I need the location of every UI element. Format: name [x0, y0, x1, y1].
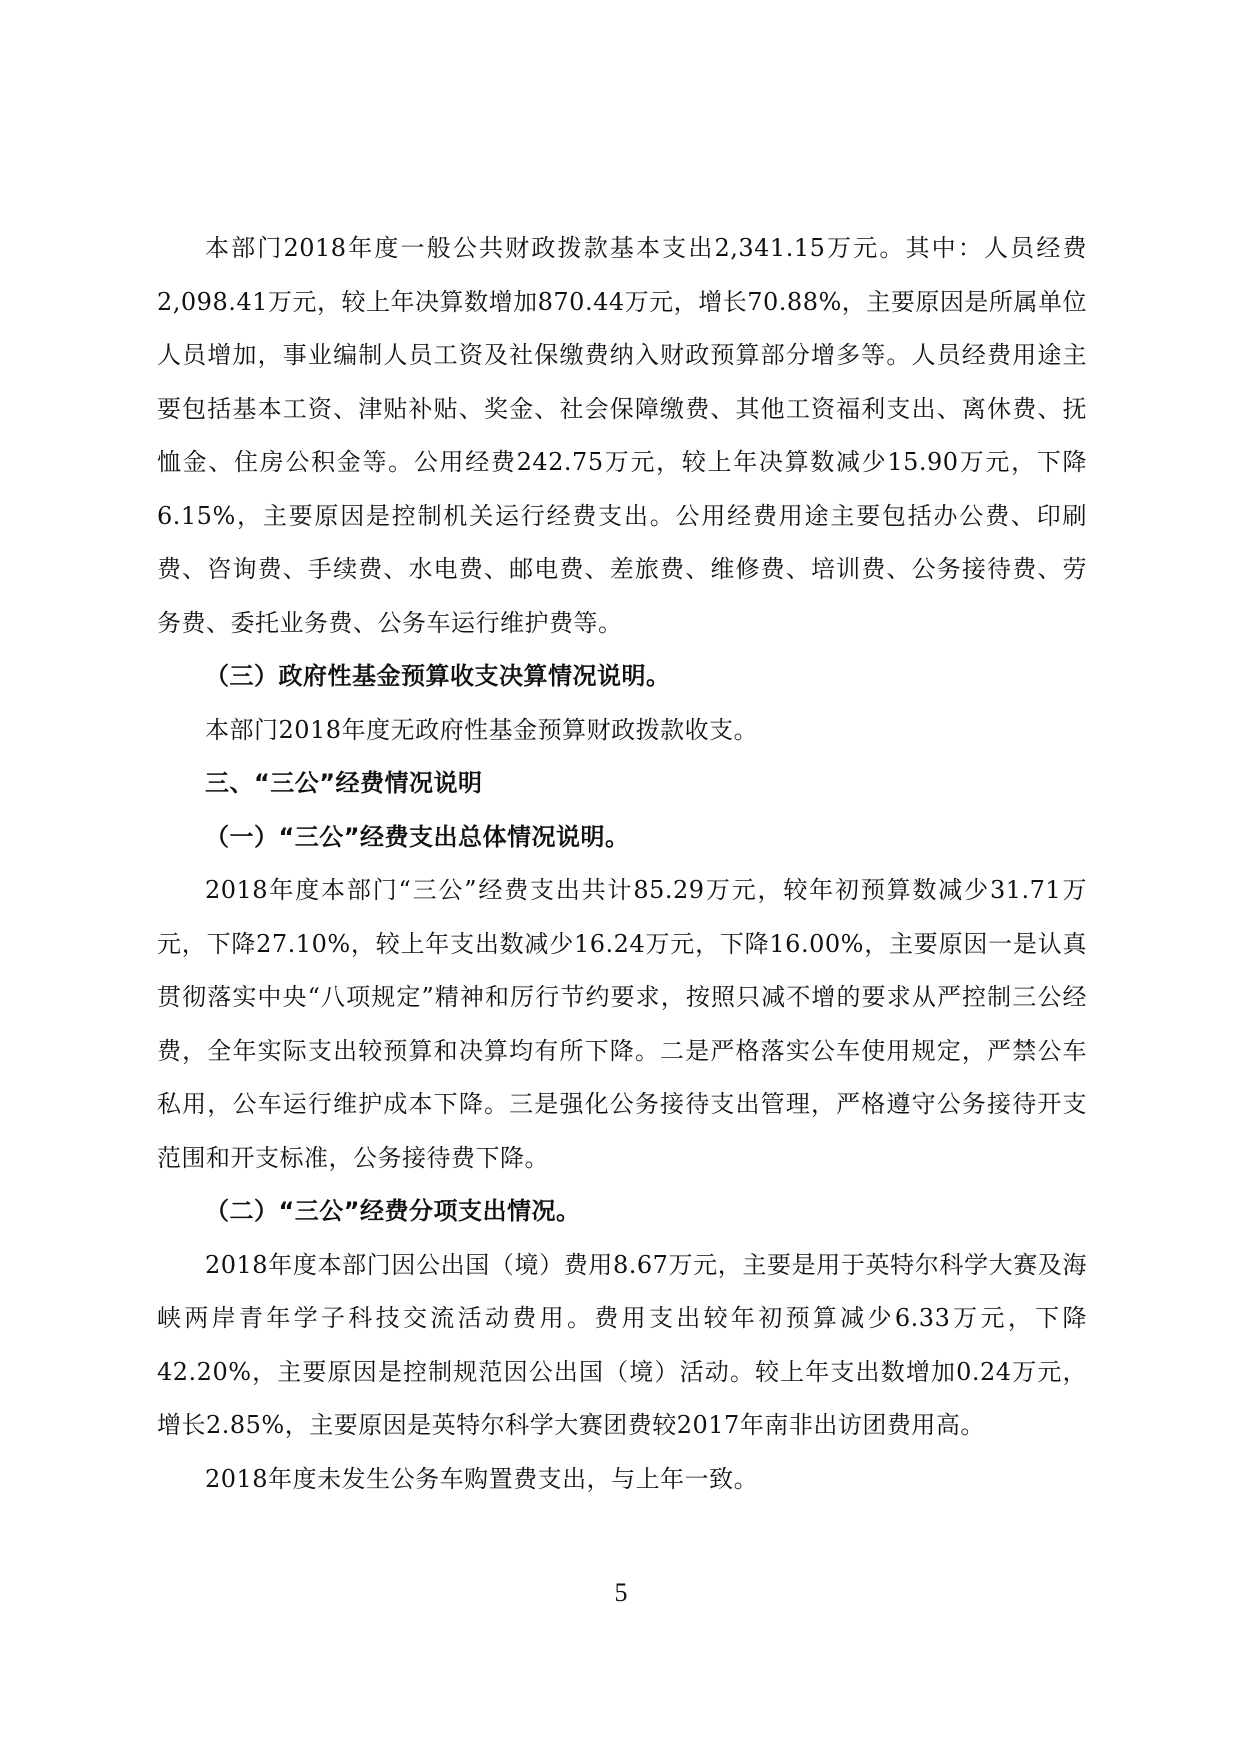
paragraph-basic-expenditure: 本部门2018年度一般公共财政拨款基本支出2,341.15万元。其中：人员经费2,098.41万元，较上年决算数增加870.44万元，增长70.88%，主要原因是所属单位人员增加，事业编制人员工资及社保缴费纳入财政预算部分增多等。人员经费用途主要包括基本工资、津贴补贴、奖金、社会保障缴费、其他工资福利支出、离休费、抚恤金、住房公积金等。公用经费242.75万元，较上年决算数减少15.90万元，下降6.15%，主要原因是控制机关运行经费支出。公用经费用途主要包括办公费、印刷费、咨询费、手续费、水电费、邮电费、差旅费、维修费、培训费、公务接待费、劳务费、委托业务费、公务车运行维护费等。 [157, 234, 1087, 637]
paragraph-overseas-travel: 2018年度本部门因公出国（境）费用8.67万元，主要是用于英特尔科学大赛及海峡两岸青年学子科技交流活动费用。费用支出较年初预算减少6.33万元，下降42.20%，主要原因是控制规范因公出国（境）活动。较上年支出数增加0.24万元，增长2.85%，主要原因是英特尔科学大赛团费较2017年南非出访团费用高。 [157, 1250, 1087, 1439]
paragraph-government-fund: 本部门2018年度无政府性基金预算财政拨款收支。 [205, 715, 759, 744]
paragraph-vehicle-purchase: 2018年度未发生公务车购置费支出，与上年一致。 [205, 1464, 759, 1493]
heading-government-fund-budget: （三）政府性基金预算收支决算情况说明。 [205, 662, 671, 690]
page-number: 5 [614, 1578, 628, 1607]
heading-three-public-expenses: 三、“三公”经费情况说明 [205, 769, 483, 797]
heading-three-public-overall: （一）“三公”经费支出总体情况说明。 [205, 822, 630, 851]
heading-three-public-itemized: （二）“三公”经费分项支出情况。 [205, 1197, 581, 1225]
paragraph-three-public-overall: 2018年度本部门“三公”经费支出共计85.29万元，较年初预算数减少31.71万元，下降27.10%，较上年支出数减少16.24万元，下降16.00%，主要原因一是认真贯彻落实中央“八项规定”精神和厉行节约要求，按照只减不增的要求从严控制三公经费，全年实际支出较预算和决算均有所下降。二是严格落实公车使用规定，严禁公车私用，公车运行维护成本下降。三是强化公务接待支出管理，严格遵守公务接待开支范围和开支标准，公务接待费下降。 [157, 876, 1087, 1172]
document-body [157, 222, 1087, 1506]
